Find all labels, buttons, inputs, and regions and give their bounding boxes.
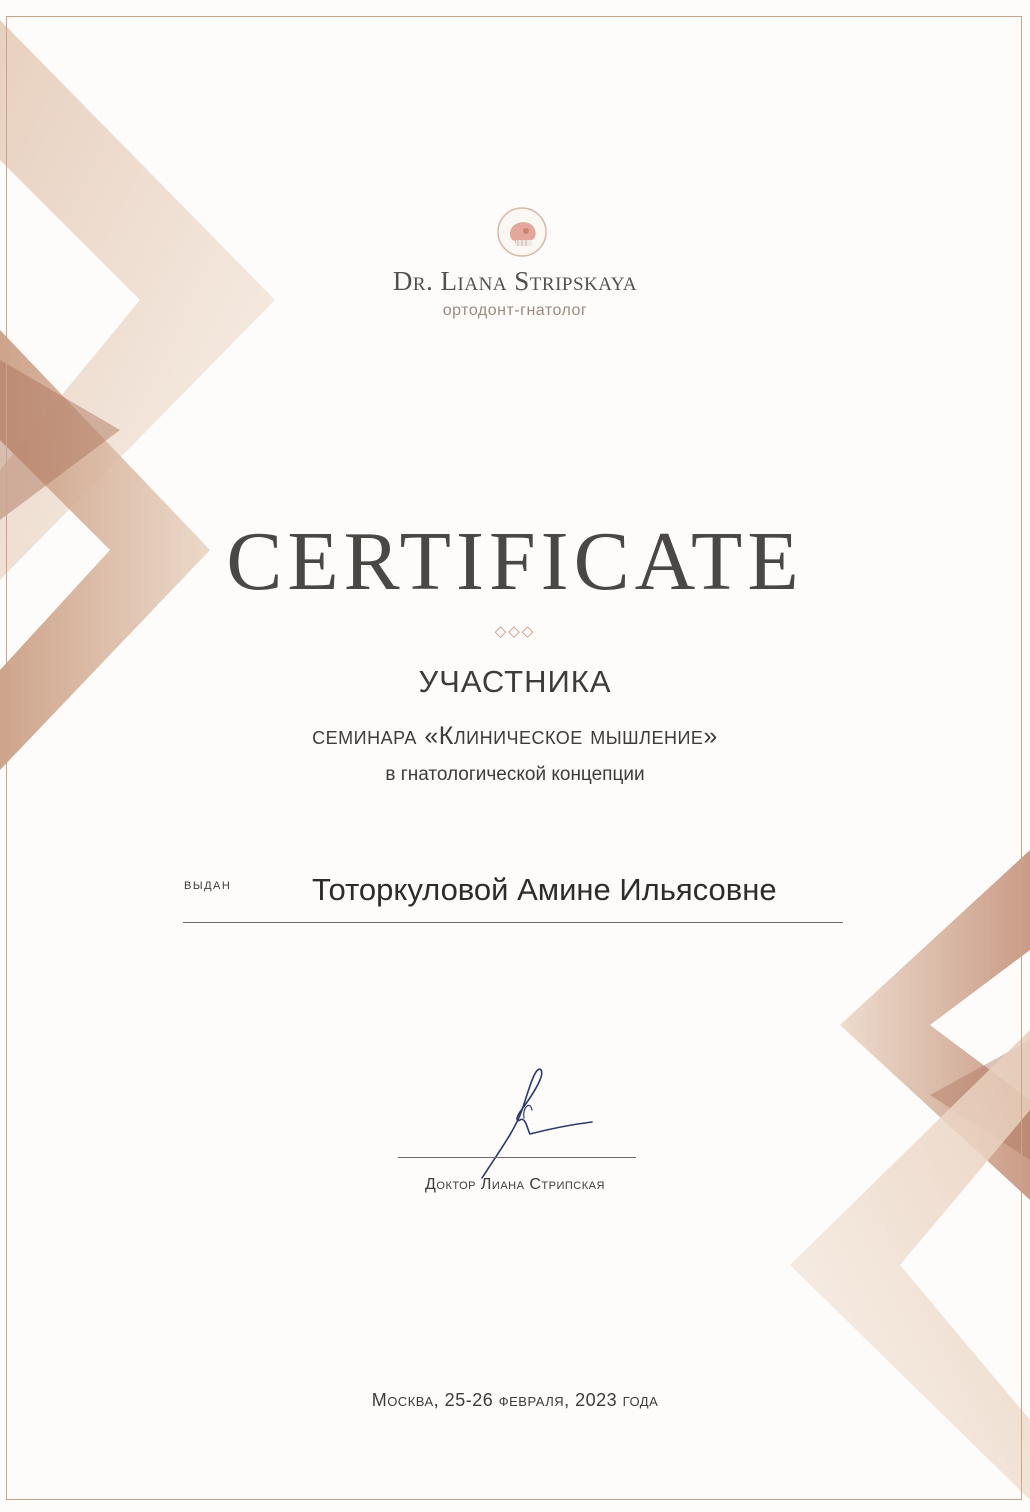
place-and-date: Москва, 25-26 февраля, 2023 года bbox=[371, 1390, 659, 1410]
brand-subtitle: ортодонт-гнатолог bbox=[442, 302, 588, 319]
recipient-name: Тоторкуловой Амине Ильясовне bbox=[312, 872, 777, 907]
certificate-subtitle: УЧАСТНИКА bbox=[418, 664, 612, 699]
skull-logo-icon bbox=[496, 206, 548, 258]
signature-line bbox=[398, 1157, 636, 1158]
brand-name: Dr. Liana Stripskaya bbox=[392, 266, 638, 296]
certificate-title: CERTIFICATE bbox=[226, 515, 804, 608]
recipient-underline bbox=[183, 922, 843, 923]
seminar-name: семинара «Клиническое мышление» bbox=[312, 722, 718, 750]
handwritten-signature bbox=[460, 1060, 610, 1180]
diamond-ornament-icon: ◇◇◇ bbox=[494, 623, 536, 640]
seminar-concept: в гнатологической концепции bbox=[385, 764, 645, 785]
signer-name: Доктор Лиана Стрипская bbox=[425, 1176, 605, 1193]
issued-label: выдан bbox=[184, 876, 232, 893]
